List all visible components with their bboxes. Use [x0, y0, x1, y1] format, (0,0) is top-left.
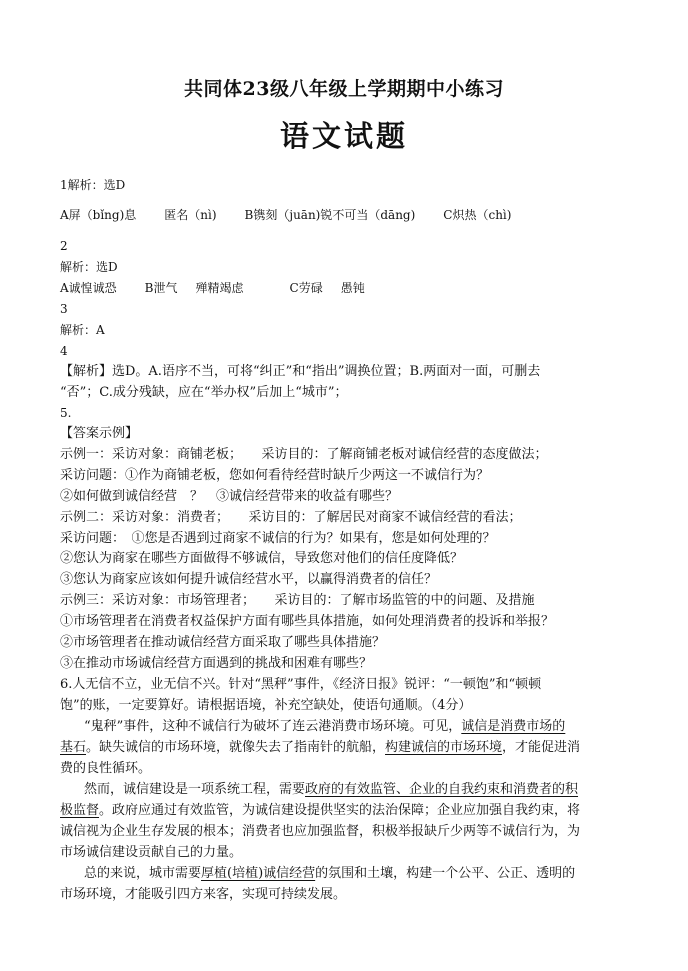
answer-blank-2: 构建诚信的市场环境: [385, 740, 503, 755]
answer-blank-1: 诚信是消费市场的: [461, 719, 566, 734]
q6-para2-line2: [60, 801, 632, 820]
q1-option-a: A屏（bǐng)息: [60, 208, 137, 222]
q5-line: 采访问题： ①您是否遇到过商家不诚信的行为？如果有，您是如何处理的？: [60, 531, 496, 546]
q5-line: ③在推动市场诚信经营方面遇到的挑战和困难有哪些？: [60, 656, 373, 671]
q5-line: 示例二：采访对象：消费者； 采访目的：了解居民对商家不诚信经营的看法；: [60, 510, 522, 525]
answer-blank-3: 政府的有效监管、企业的自我约束和消费者的积: [305, 782, 579, 797]
q1-answer: 1解析：选D: [60, 178, 126, 192]
q5-line: ②如何做到诚信经营 ？ ③诚信经营带来的收益有哪些？: [60, 489, 399, 504]
q6-line2: 饱”的账，一定要算好。请根据语境，补充空缺处，使语句通顺。（4分）: [60, 698, 472, 713]
q6-para3-line2: 市场环境，才能吸引四方来客，实现可持续发展。: [60, 887, 347, 902]
exam-title: 语文试题: [279, 119, 408, 153]
q6-para1-line1: [84, 717, 632, 736]
text: 然而，诚信建设是一项系统工程，需要: [84, 782, 306, 797]
q5-line: 示例三：采访对象：市场管理者； 采访目的：了解市场监管的中的问题、及措施: [60, 593, 535, 608]
q5-line: ②市场管理者在推动诚信经营方面采取了哪些具体措施？: [60, 635, 386, 650]
q5-line: ②您认为商家在哪些方面做得不够诚信，导致您对他们的信任度降低？: [60, 551, 464, 566]
q2-option-b: B泄气: [144, 281, 178, 295]
text: 的氛围和土壤，构建一个公平、公正、透明的: [315, 866, 576, 881]
q6-para3-line1: [84, 864, 632, 883]
q2-options: [60, 279, 632, 298]
q5-line: 示例一：采访对象：商铺老板； 采访目的：了解商铺老板对诚信经营的态度做法；: [60, 447, 548, 462]
q5-label: 【答案示例】: [60, 426, 139, 441]
q2-answer: 解析：选D: [60, 260, 118, 274]
q6-para1-line3: 费的良性循环。: [60, 761, 152, 776]
q6-para2-line3: 诚信视为企业生存发展的根本；消费者也应加强监督，积极举报缺斤少两等不诚信行为，为: [60, 824, 581, 839]
text: 总的来说，城市需要: [84, 866, 202, 881]
q5-line: ①市场管理者在消费者权益保护方面有哪些具体措施，如何处理消费者的投诉和举报？: [60, 614, 555, 629]
answer-blank-3-cont: 极监督: [60, 803, 100, 818]
text: “鬼秤”事件，这种不诚信行为破坏了连云港消费市场环境。可见，: [84, 719, 462, 734]
q4-line2: “否”；C.成分残缺，应在“举办权”后加上“城市”；: [60, 385, 348, 400]
text: ，才能促进消: [502, 740, 581, 755]
q2-number: 2: [60, 239, 68, 253]
q6-para1-line2: [60, 738, 632, 757]
q5-line: ③您认为商家应该如何提升诚信经营水平，以赢得消费者的信任？: [60, 572, 438, 587]
q4-line1: 【解析】选D。A.语序不当，可将“纠正”和“指出”调换位置；B.两面对一面，可删去: [60, 364, 541, 379]
q5-number: 5.: [60, 406, 72, 420]
q3-answer: 解析：A: [60, 323, 105, 337]
q6-line1: 6.人无信不立，业无信不兴。针对“黑秤”事件，《经济日报》锐评：“一顿饱”和“顿顿: [60, 677, 542, 692]
q3-number: 3: [60, 302, 68, 316]
q6-para2-line1: [84, 780, 632, 799]
q2-option-c2: 愚钝: [340, 281, 365, 295]
q4-number: 4: [60, 344, 68, 358]
q1-options: [60, 206, 632, 225]
q6-para2-line4: 市场诚信建设贡献自己的力量。: [60, 845, 243, 860]
q2-option-a: A诚惶诚恐: [60, 281, 117, 295]
q5-line: 采访问题：①作为商铺老板，您如何看待经营时缺斤少两这一不诚信行为？: [60, 468, 490, 483]
q1-option-b: B镌刻（juān)锐不可当（dāng): [244, 208, 416, 222]
q2-option-b2: 殚精竭虑: [195, 281, 244, 295]
answer-blank-4: 厚植(培植)诚信经营: [201, 866, 316, 881]
q1-option-a2: 匿名（nì): [164, 208, 217, 222]
text: 。政府应通过有效监管，为诚信建设提供坚实的法治保障；企业应加强自我约束，将: [99, 803, 581, 818]
exam-subtitle: 共同体23级八年级上学期期中小练习: [184, 78, 504, 100]
q1-option-c: C炽热（chì): [443, 208, 512, 222]
text: 。缺失诚信的市场环境，就像失去了指南针的航船，: [86, 740, 386, 755]
answer-blank-1-cont: 基石: [60, 740, 87, 755]
q2-option-c: C劳碌: [289, 281, 323, 295]
